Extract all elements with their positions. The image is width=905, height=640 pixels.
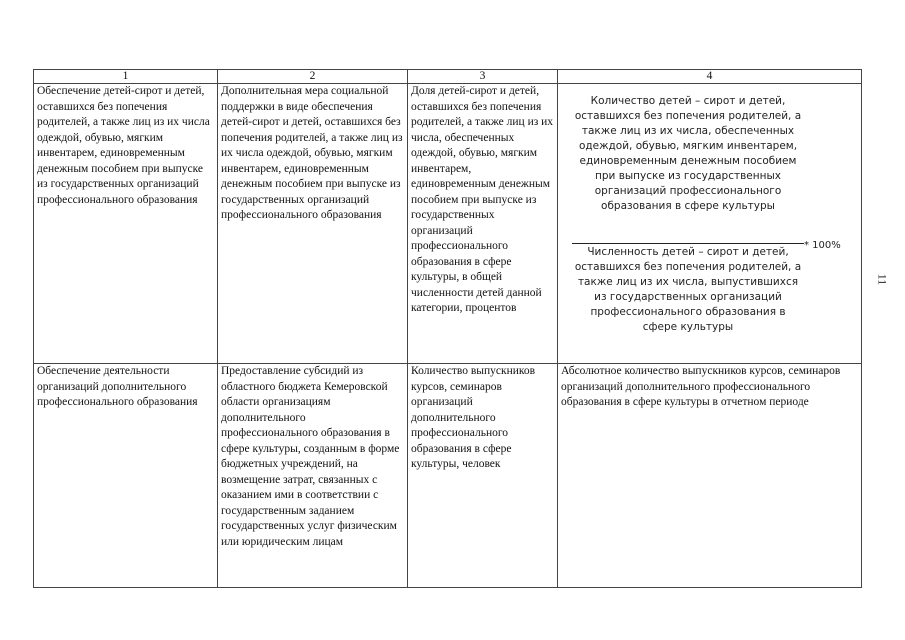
- table-cell: Дополнительная мера социальной поддержки в виде обеспечения детей-сирот и детей, оставшихся без попечения родителей, а также лиц из их числа одеждой, обувью, мягким инвентарем, единовременным денежным пособием при выпуске из государственных организаций профессионального образования: [218, 84, 408, 364]
- table-cell: Предоставление субсидий из областного бюджета Кемеровской области организациям дополнительного профессионального образования в сфере культуры, созданным в форме бюджетных учреждений, на возмещение затрат, связанных с оказанием ими в соответствии с государственным заданием государственных услуг физическим или юридическим лицам: [218, 364, 408, 588]
- table-cell: Обеспечение деятельности организаций дополнительного профессионального образования: [34, 364, 218, 588]
- table-header-row: [34, 70, 862, 84]
- column-header: 3: [408, 70, 558, 84]
- formula-numerator: Количество детей – сирот и детей, оставшихся без попечения родителей, а также лиц из их числа, обеспеченных одеждой, обувью, мягким инвентарем, единовременным денежным пособием при выпуске из государственных организаций профессионального образования в сфере культуры: [574, 95, 802, 212]
- table-cell: Количество выпускников курсов, семинаров организаций дополнительного профессионального образования в сфере культуры, человек: [408, 364, 558, 588]
- page-number: 11: [875, 273, 890, 286]
- table-row: [34, 364, 862, 588]
- column-header: 1: [34, 70, 218, 84]
- table-cell: Обеспечение детей-сирот и детей, оставшихся без попечения родителей, а также лиц из их числа одеждой, обувью, мягким инвентарем, единовременным денежным пособием при выпуске из государственных организаций профессионального образования: [34, 84, 218, 364]
- table-cell: Абсолютное количество выпускников курсов, семинаров организаций дополнительного профессионального образования в сфере культуры в отчетном периоде: [558, 364, 862, 588]
- formula-multiplier: * 100%: [804, 240, 841, 251]
- column-header: 2: [218, 70, 408, 84]
- table-row: [34, 84, 862, 364]
- indicators-table: [33, 69, 862, 588]
- column-header: 4: [558, 70, 862, 84]
- table-cell: Доля детей-сирот и детей, оставшихся без попечения родителей, а также лиц из их числа, обеспеченных одеждой, обувью, мягким инвентарем, единовременным денежным пособием при выпуске из государственных организаций профессионального образования в сфере культуры, в общей численности детей данной категории, процентов: [408, 84, 558, 364]
- formula-cell: [558, 84, 862, 364]
- formula: [558, 84, 862, 344]
- fraction-line: [572, 243, 804, 244]
- formula-denominator: Численность детей – сирот и детей, оставшихся без попечения родителей, а также лиц из их числа, выпустившихся из государственных организаций профессионального образования в сфере культуры: [574, 246, 802, 333]
